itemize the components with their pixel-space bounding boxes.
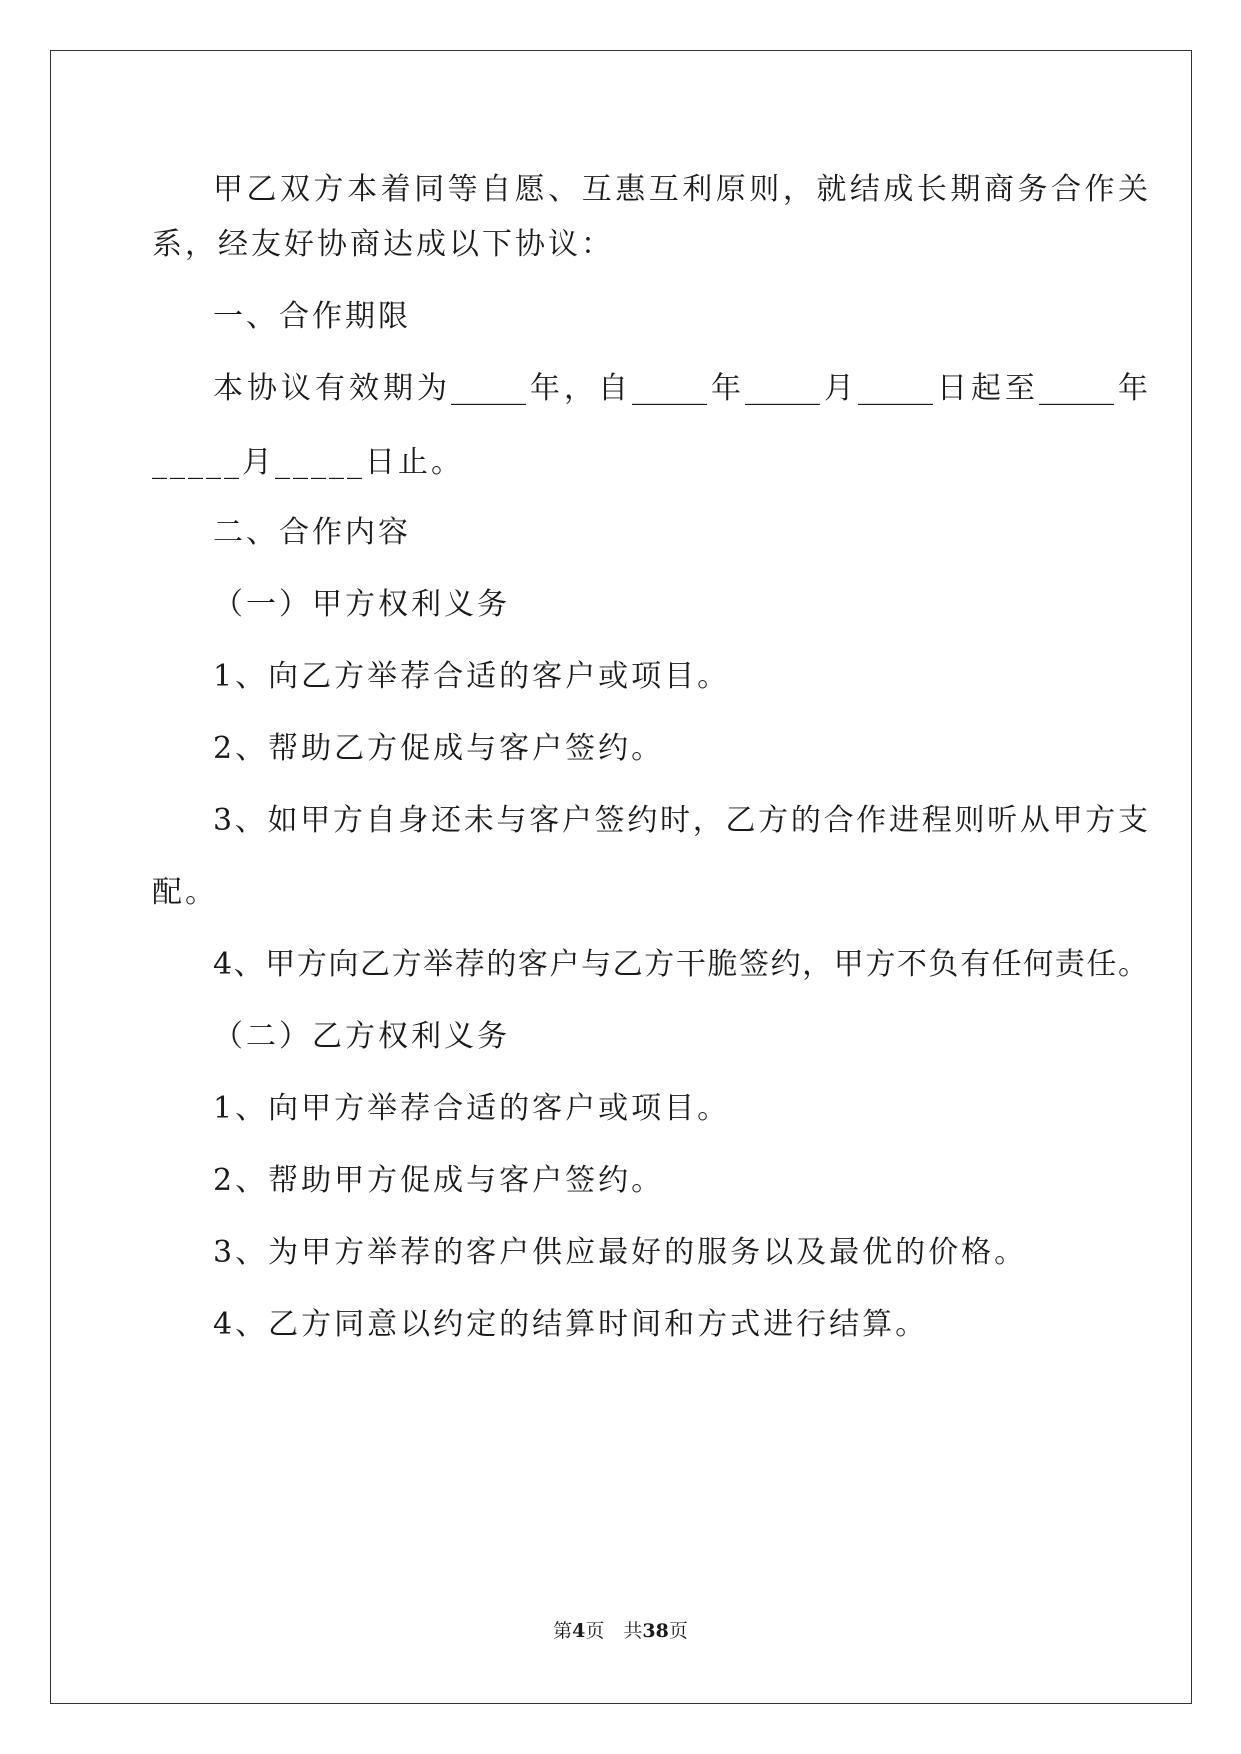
section-heading-term: 一、合作期限 [213,299,411,334]
section-heading-content: 二、合作内容 [213,515,411,550]
list-item-a2: 2、帮助乙方促成与客户签约。 [213,731,665,766]
list-item-a3-line-2: 配。 [152,875,218,910]
footer-total-pages: 38 [642,1620,669,1642]
footer-middle: 页 共 [585,1620,643,1642]
paragraph-term-line-2: _____月_____日止。 [152,445,464,480]
footer-page-number: 4 [572,1620,586,1642]
list-item-b2: 2、帮助甲方促成与客户签约。 [213,1163,665,1198]
paragraph-term-line-1: 本协议有效期为_____年，自_____年_____月_____日起至_____年 [213,371,1148,406]
subsection-heading-party-b: （二）乙方权利义务 [213,1019,510,1054]
paragraph-intro-line-2: 系，经友好协商达成以下协议： [152,227,614,262]
list-item-a3-line-1: 3、如甲方自身还未与客户签约时，乙方的合作进程则听从甲方支 [213,803,1148,838]
paragraph-intro-line-1: 甲乙双方本着同等自愿、互惠互利原则，就结成长期商务合作关 [213,172,1148,207]
list-item-a1: 1、向乙方举荐合适的客户或项目。 [213,659,731,694]
subsection-heading-party-a: （一）甲方权利义务 [213,587,510,622]
list-item-b3: 3、为甲方举荐的客户供应最好的服务以及最优的价格。 [213,1235,1028,1270]
list-item-b4: 4、乙方同意以约定的结算时间和方式进行结算。 [213,1307,929,1342]
list-item-b1: 1、向甲方举荐合适的客户或项目。 [213,1091,731,1126]
footer-suffix: 页 [668,1620,688,1642]
footer-prefix: 第 [553,1620,573,1642]
page-footer [0,1619,1241,1643]
list-item-a4: 4、甲方向乙方举荐的客户与乙方干脆签约，甲方不负有任何责任。 [213,947,1148,982]
